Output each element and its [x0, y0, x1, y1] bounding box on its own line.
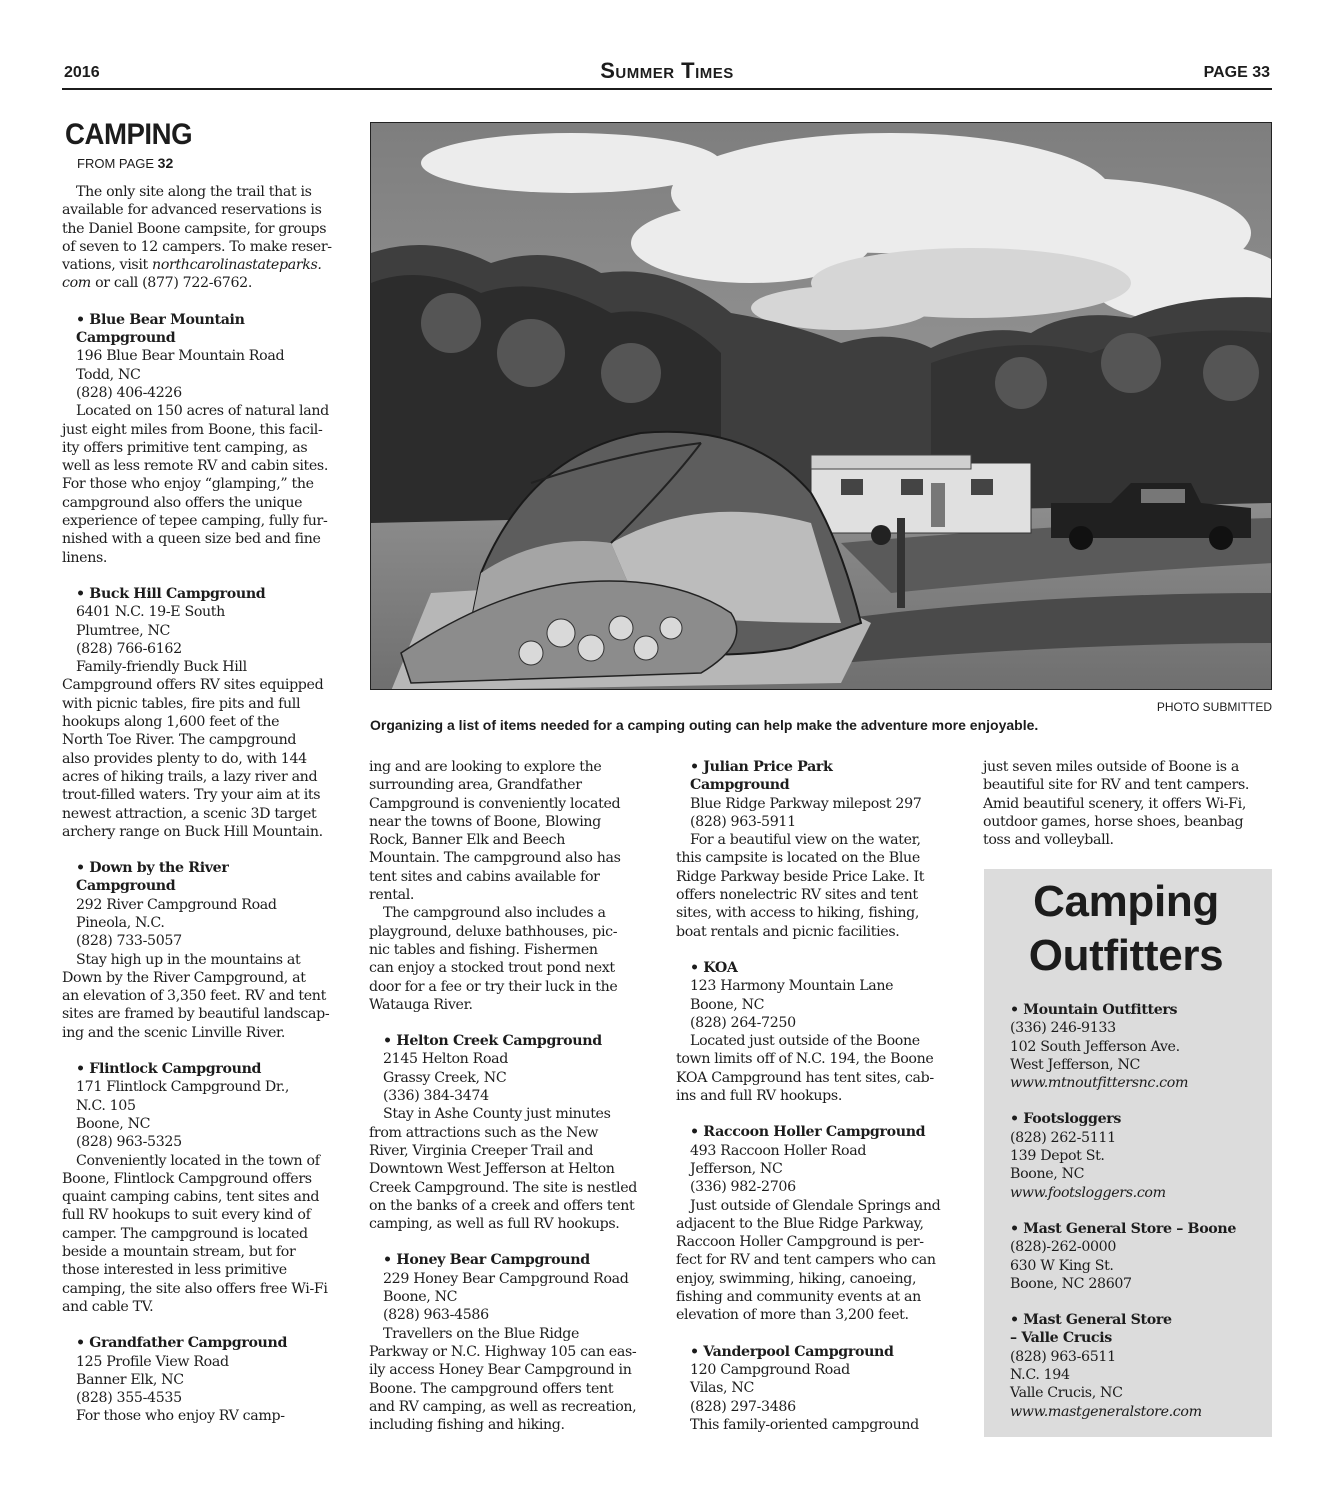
jump-page: 32	[157, 155, 174, 171]
outfitter-entry	[1010, 1110, 1256, 1201]
site-desc: trout-filled waters. Try your aim at its	[62, 787, 321, 804]
outfitters-title: Camping Outfitters	[1028, 877, 1224, 980]
site-desc: For a beautiful view on the water,	[690, 832, 921, 849]
site-desc: nished with a queen size bed and fine	[62, 531, 321, 548]
article-kicker: CAMPING	[65, 118, 193, 151]
site-address: Pineola, N.C.	[76, 914, 165, 931]
site-desc: tent sites and cabins available for	[369, 868, 600, 885]
site-desc: Campground is conveniently located	[369, 795, 621, 812]
site-desc: Located on 150 acres of natural land	[76, 403, 329, 420]
site-address: N.C. 105	[76, 1097, 136, 1114]
site-desc: toss and volleyball.	[983, 832, 1114, 849]
site-desc: just seven miles outside of Boone is a	[983, 759, 1240, 775]
site-desc: For those who enjoy RV camp-	[76, 1408, 285, 1425]
site-address: Vilas, NC	[690, 1380, 754, 1397]
site-desc: ins and full RV hookups.	[676, 1088, 842, 1105]
site-desc: ing and the scenic Linville River.	[62, 1024, 286, 1041]
site-desc: Campground offers RV sites equipped	[62, 677, 324, 694]
site-desc: with picnic tables, fire pits and full	[62, 695, 301, 712]
site-address: 196 Blue Bear Mountain Road	[76, 348, 285, 365]
site-desc: Located just outside of the Boone	[690, 1033, 920, 1050]
site-desc: sites are framed by beautiful landscap-	[62, 1006, 330, 1023]
campsite-photo-illustration	[371, 123, 1272, 690]
site-desc: fect for RV and tent campers who can	[676, 1252, 936, 1269]
site-desc: campground also offers the unique	[62, 494, 303, 511]
site-address: 292 River Campground Road	[76, 896, 277, 913]
site-desc: Stay in Ashe County just minutes	[383, 1106, 611, 1123]
site-desc: Family-friendly Buck Hill	[76, 659, 247, 676]
site-address: Banner Elk, NC	[76, 1371, 184, 1388]
site-address: Blue Ridge Parkway milepost 297	[690, 795, 922, 812]
site-name: • Grandfather Campground 125 Profile View Road Banner Elk, NC (828) 355-4535	[62, 1334, 348, 1407]
site-address: Todd, NC	[76, 366, 141, 383]
site-desc: archery range on Buck Hill Mountain.	[62, 823, 323, 840]
intro-line: available for advanced reservations is	[62, 202, 322, 219]
intro-line: vations, visit northcarolinastateparks.	[62, 257, 322, 274]
column-4	[983, 758, 1273, 849]
site-desc: beautiful site for RV and tent campers.	[983, 777, 1250, 794]
site-desc: Downtown West Jefferson at Helton	[369, 1161, 615, 1178]
site-desc: just eight miles from Boone, this facil-	[62, 421, 323, 438]
site-address: 2145 Helton Road	[383, 1051, 508, 1068]
site-name: • Helton Creek Campground 2145 Helton Road Grassy Creek, NC (336) 384-3474	[369, 1032, 659, 1105]
site-desc: outdoor games, horse shoes, beanbag	[983, 813, 1244, 830]
outfitter-name: • Mast General Store	[1010, 1312, 1172, 1329]
site-desc: ily access Honey Bear Campground in	[369, 1362, 632, 1379]
column-1	[62, 118, 348, 1426]
site-desc: Stay high up in the mountains at	[76, 951, 301, 968]
site-desc: Watauga River.	[369, 996, 473, 1013]
site-desc: and cable TV.	[62, 1298, 154, 1315]
outfitter-entry	[1010, 1001, 1256, 1092]
site-name: • Honey Bear Campground 229 Honey Bear Campground Road Boone, NC (828) 963-4586	[369, 1251, 659, 1324]
site-desc: Boone. The campground offers tent	[369, 1380, 614, 1397]
site-desc: adjacent to the Blue Ridge Parkway,	[676, 1215, 924, 1232]
site-phone: (828) 297-3486	[690, 1398, 796, 1415]
site-phone: (828) 406-4226	[76, 384, 182, 401]
site-desc: town limits off of N.C. 194, the Boone	[676, 1051, 934, 1068]
site-phone: (828) 733-5057	[76, 933, 182, 950]
site-desc: Creek Campground. The site is nestled	[369, 1179, 638, 1196]
site-desc: rental.	[369, 887, 415, 904]
site-desc: hookups along 1,600 feet of the	[62, 714, 280, 731]
site-desc: Travellers on the Blue Ridge	[383, 1325, 580, 1342]
outfitter-name: • Mountain Outfitters	[1010, 1002, 1178, 1018]
site-name: • KOA 123 Harmony Mountain Lane Boone, NC (828) 264-7250	[676, 959, 966, 1032]
page-number: PAGE 33	[1203, 64, 1270, 81]
site-desc: Conveniently located in the town of	[76, 1152, 320, 1169]
site-desc: an elevation of 3,350 feet. RV and tent	[62, 988, 326, 1005]
site-desc: near the towns of Boone, Blowing	[369, 813, 601, 830]
site-address: 123 Harmony Mountain Lane	[690, 978, 894, 995]
site-address: 171 Flintlock Campground Dr.,	[76, 1079, 290, 1096]
site-desc: this campsite is located on the Blue	[676, 850, 920, 867]
site-phone: (828) 963-4586	[383, 1307, 489, 1324]
site-address: Plumtree, NC	[76, 622, 171, 639]
site-desc: camping, the site also offers free Wi-Fi	[62, 1280, 328, 1297]
outfitter-address: West Jefferson, NC	[1010, 1056, 1141, 1073]
site-address: 229 Honey Bear Campground Road	[383, 1270, 629, 1287]
site-name: • Flintlock Campground 171 Flintlock Campground Dr., N.C. 105 Boone, NC (828) 963-5325	[62, 1060, 348, 1151]
site-desc: Just outside of Glendale Springs and	[690, 1197, 941, 1214]
site-desc: The campground also includes a	[383, 905, 606, 922]
site-desc: This family-oriented campground	[690, 1416, 919, 1433]
outfitter-address: 102 South Jefferson Ave.	[1010, 1038, 1180, 1055]
site-address: Grassy Creek, NC	[383, 1069, 507, 1086]
site-desc: enjoy, swimming, hiking, canoeing,	[676, 1270, 917, 1287]
site-name: • Raccoon Holler Campground 493 Raccoon Holler Road Jefferson, NC (336) 982-2706	[676, 1123, 966, 1196]
site-desc: including fishing and hiking.	[369, 1417, 565, 1434]
site-desc: Raccoon Holler Campground is per-	[676, 1234, 924, 1251]
site-desc: also provides plenty to do, with 144	[62, 750, 307, 767]
outfitter-website-link[interactable]: www.mastgeneralstore.com	[1010, 1403, 1202, 1420]
site-desc: can enjoy a stocked trout pond next	[369, 960, 615, 977]
site-phone: (828) 963-5911	[690, 813, 796, 830]
site-desc: beside a mountain stream, but for	[62, 1244, 296, 1261]
photo-credit: PHOTO SUBMITTED	[1156, 700, 1272, 714]
site-name: • Down by the River Campground 292 River Campground Road Pineola, N.C. (828) 733-5057	[62, 859, 348, 950]
site-phone: (336) 982-2706	[690, 1179, 796, 1196]
outfitter-name: • Mast General Store – Boone	[1010, 1220, 1237, 1237]
outfitter-name: • Footsloggers	[1010, 1111, 1122, 1128]
intro-line: the Daniel Boone campsite, for groups	[62, 220, 327, 237]
outfitter-address: N.C. 194	[1010, 1367, 1070, 1384]
site-desc: boat rentals and picnic facilities.	[676, 923, 900, 940]
site-address: Boone, NC	[690, 996, 765, 1013]
intro-line: The only site along the trail that is	[76, 184, 312, 200]
site-desc: Rock, Banner Elk and Beech	[369, 832, 566, 849]
outfitter-address: Boone, NC 28607	[1010, 1275, 1132, 1292]
site-desc: newest attraction, a scenic 3D target	[62, 805, 317, 822]
photo-caption: Organizing a list of items needed for a camping outing can help make the adventure more enjoyable.	[370, 717, 1039, 733]
intro-line: com or call (877) 722-6762.	[62, 275, 252, 292]
site-desc: on the banks of a creek and offers tent	[369, 1197, 635, 1214]
outfitter-address: 139 Depot St.	[1010, 1148, 1105, 1165]
outfitter-website-link[interactable]: www.footsloggers.com	[1010, 1184, 1166, 1201]
header-rule	[62, 88, 1272, 90]
column-2	[369, 758, 659, 1434]
site-address: 493 Raccoon Holler Road	[690, 1142, 867, 1159]
site-desc: door for a fee or try their luck in the	[369, 978, 618, 995]
site-desc: River, Virginia Creeper Trail and	[369, 1142, 594, 1159]
site-address: Boone, NC	[76, 1115, 151, 1132]
outfitter-address: Valle Crucis, NC	[1010, 1385, 1123, 1402]
newspaper-title: Summer Times	[600, 58, 734, 83]
site-desc: and RV camping, as well as recreation,	[369, 1398, 637, 1415]
site-desc: nic tables and fishing. Fishermen	[369, 941, 598, 958]
site-desc: Down by the River Campground, at	[62, 969, 306, 986]
site-name: • Julian Price Park Campground Blue Ridge Parkway milepost 297 (828) 963-5911	[676, 758, 966, 831]
outfitter-website-link[interactable]: www.mtnoutfittersnc.com	[1010, 1075, 1189, 1092]
outfitter-address: Boone, NC	[1010, 1166, 1085, 1183]
site-desc: fishing and community events at an	[676, 1289, 921, 1306]
site-desc: ity offers primitive tent camping, as	[62, 439, 308, 456]
header-year: 2016	[64, 64, 100, 81]
site-desc: elevation of more than 3,200 feet.	[676, 1307, 909, 1324]
site-address: Jefferson, NC	[690, 1160, 783, 1177]
intro-line: of seven to 12 campers. To make reser-	[62, 238, 332, 255]
outfitters-sidebar	[984, 869, 1272, 1437]
site-desc: For those who enjoy “glamping,” the	[62, 476, 314, 493]
site-desc: camper. The campground is located	[62, 1225, 308, 1242]
site-address: Boone, NC	[383, 1289, 458, 1306]
site-desc: those interested in less primitive	[62, 1262, 287, 1279]
site-desc: experience of tepee camping, fully fur-	[62, 513, 328, 530]
column-3	[676, 758, 966, 1434]
site-name: • Blue Bear Mountain Campground 196 Blue Bear Mountain Road Todd, NC (828) 406-4226	[62, 311, 348, 402]
site-desc: camping, as well as full RV hookups.	[369, 1216, 620, 1233]
site-phone: (828) 264-7250	[690, 1014, 796, 1031]
site-desc: ing and are looking to explore the	[369, 759, 602, 775]
site-desc: offers nonelectric RV sites and tent	[676, 887, 918, 904]
site-phone: (828) 766-6162	[76, 640, 182, 657]
site-desc: sites, with access to hiking, fishing,	[676, 905, 920, 922]
outfitter-name: – Valle Crucis	[1010, 1330, 1112, 1347]
site-desc: acres of hiking trails, a lazy river and	[62, 768, 318, 785]
outfitter-phone: (336) 246-9133	[1010, 1020, 1116, 1037]
site-desc: from attractions such as the New	[369, 1124, 599, 1141]
site-address: 120 Campground Road	[690, 1361, 850, 1378]
campsite-photo	[370, 122, 1272, 690]
site-phone: (828) 355-4535	[76, 1390, 182, 1407]
parks-website-link-end[interactable]: com	[62, 275, 91, 292]
site-name: • Vanderpool Campground 120 Campground Road Vilas, NC (828) 297-3486	[676, 1343, 966, 1416]
site-desc: Boone, Flintlock Campground offers	[62, 1170, 312, 1187]
outfitter-entry	[1010, 1220, 1256, 1293]
site-name: • Buck Hill Campground 6401 N.C. 19-E South Plumtree, NC (828) 766-6162	[62, 585, 348, 658]
site-desc: playground, deluxe bathhouses, pic-	[369, 923, 618, 940]
site-desc: full RV hookups to suit every kind of	[62, 1207, 311, 1224]
outfitter-phone: (828) 262-5111	[1010, 1129, 1116, 1146]
site-desc: KOA Campground has tent sites, cab-	[676, 1069, 934, 1086]
site-desc: Ridge Parkway beside Price Lake. It	[676, 868, 925, 885]
site-desc: Parkway or N.C. Highway 105 can eas-	[369, 1343, 637, 1360]
site-desc: linens.	[62, 549, 108, 566]
jump-line: FROM PAGE 32	[77, 155, 174, 171]
outfitter-entry	[1010, 1311, 1256, 1421]
parks-website-link[interactable]: northcarolinastateparks.	[152, 257, 322, 274]
site-desc: well as less remote RV and cabin sites.	[62, 458, 329, 475]
site-desc: surrounding area, Grandfather	[369, 777, 582, 794]
outfitter-address: 630 W King St.	[1010, 1257, 1114, 1274]
outfitter-phone: (828)-262-0000	[1010, 1239, 1117, 1256]
site-phone: (828) 963-5325	[76, 1134, 182, 1151]
site-address: 125 Profile View Road	[76, 1353, 229, 1370]
site-desc: Mountain. The campground also has	[369, 850, 621, 867]
site-desc: Amid beautiful scenery, it offers Wi-Fi,	[983, 795, 1246, 812]
site-desc: quaint camping cabins, tent sites and	[62, 1189, 320, 1206]
site-desc: North Toe River. The campground	[62, 732, 297, 749]
site-phone: (336) 384-3474	[383, 1088, 489, 1105]
site-address: 6401 N.C. 19-E South	[76, 604, 225, 621]
outfitter-phone: (828) 963-6511	[1010, 1348, 1116, 1365]
